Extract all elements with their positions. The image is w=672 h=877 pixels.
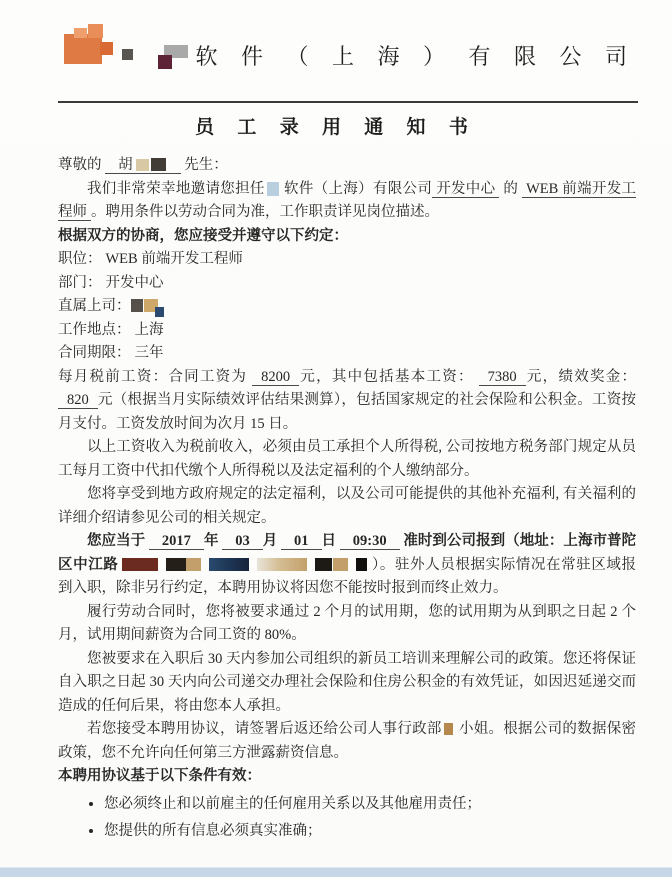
company-logo xyxy=(62,20,122,68)
redaction-block xyxy=(131,299,143,312)
logo-block xyxy=(88,24,103,38)
header-divider xyxy=(58,101,638,103)
department-underlined: 开发中心 xyxy=(432,181,499,198)
report-year-underlined: 2017 xyxy=(149,533,204,550)
redaction-block xyxy=(136,159,149,171)
report-day-underlined: 01 xyxy=(281,533,322,550)
probation-paragraph: 履行劳动合同时，您将被要求通过 2 个月的试用期，您的试用期为从到职之日起 2 个月，试用期间薪资为合同工资的 80%。 xyxy=(58,603,636,643)
report-time-underlined: 09:30 xyxy=(340,533,400,550)
salary-base-underlined: 7380 xyxy=(479,369,526,386)
greeting-line xyxy=(58,154,636,178)
redaction-block xyxy=(158,55,172,69)
recipient-name: 胡 xyxy=(105,157,181,174)
training-paragraph: 您被要求在入职后 30 天内参加公司组织的新员工培训来理解公司的政策。您还将保证自入职之日起 30 天内向公司递交办理社会保险和住房公积金的有效凭证，如因迟延递交而造成的任何后果，将由您本人承担。 xyxy=(58,650,636,714)
logo-block xyxy=(74,28,87,38)
redaction-block xyxy=(155,307,164,317)
document-body xyxy=(58,154,636,844)
acceptance-paragraph: 若您接受本聘用协议，请签署后返还给公司人事行政部 小姐。根据公司的数据保密政策，您不允许向任何第三方泄露薪资信息。 xyxy=(58,721,637,761)
welfare-paragraph: 您将享受到地方政府规定的法定福利，以及公司可能提供的其他补充福利, 有关福利的详细介绍请参见公司的相关规定。 xyxy=(58,486,636,526)
redaction-block xyxy=(166,558,186,571)
term-supervisor: 直属上司： xyxy=(58,295,636,319)
tax-paragraph: 以上工资收入为税前收入，必须由员工承担个人所得税, 公司按地方税务部门规定从员工每月工资中代扣代缴个人所得税以及法定福利的个人缴纳部分。 xyxy=(58,439,636,479)
company-name: 软 件 （ 上 海 ） 有 限 公 司 xyxy=(195,44,636,69)
salary-paragraph: 每月税前工资：合同工资为 8200 元，其中包括基本工资： 7380 元，绩效奖金： 820 元（根据当月实际绩效评估结果测算），包括国家规定的社会保险和公积金。工资按月支付。工资发放时间为次月 15 日。 xyxy=(58,368,637,432)
redaction-block xyxy=(444,723,453,735)
greeting-suffix: 先生： xyxy=(184,157,228,173)
redaction-block xyxy=(333,558,348,571)
condition-item: • 您必须终止和以前雇主的任何雇用关系以及其他雇用责任； xyxy=(104,793,636,817)
redaction-block xyxy=(257,558,307,571)
salary-bonus-underlined: 820 xyxy=(58,392,98,409)
intro-paragraph: 我们非常荣幸地邀请您担任 软件（上海）有限公司 开发中心 的 WEB 前端开发工程师 。聘用条件以劳动合同为准，工作职责详见岗位描述。 xyxy=(58,180,637,220)
company-name-redaction xyxy=(150,41,173,71)
agreement-heading: 根据双方的协商，您应接受并遵守以下约定： xyxy=(58,227,348,244)
page-title: 员 工 录 用 通 知 书 xyxy=(195,117,477,138)
report-month-underlined: 03 xyxy=(222,533,263,550)
condition-item: • 您提供的所有信息必须真实准确； xyxy=(104,820,636,844)
redaction-block xyxy=(122,558,158,571)
report-paragraph: 您应当于 2017 年 03 月 01 日 09:30 准时到公司报到（地址：上海市普陀区中江路 ）。驻外人员根据实际情况在常驻区域报到入职，除非另行约定，本聘用协议将因您不能按时报到而终止效力。 xyxy=(58,533,637,596)
greeting-prefix: 尊敬的 xyxy=(58,157,102,173)
term-department: 部门： 开发中心 xyxy=(58,274,164,291)
redaction-block xyxy=(356,558,367,571)
bottom-divider-band xyxy=(0,867,672,877)
logo-block xyxy=(64,34,102,64)
company-name-row xyxy=(150,40,636,71)
conditions-list xyxy=(58,793,636,844)
redaction-block xyxy=(209,558,249,571)
position-underlined: WEB 前端开发工程师 xyxy=(58,180,637,220)
term-location: 工作地点： 上海 xyxy=(58,321,164,338)
logo-block xyxy=(100,42,113,55)
redaction-block xyxy=(151,158,166,171)
redaction-block xyxy=(186,558,201,571)
conditions-heading: 本聘用协议基于以下条件有效： xyxy=(58,768,261,784)
term-position: 职位： WEB 前端开发工程师 xyxy=(58,251,243,267)
term-contract-period: 合同期限： 三年 xyxy=(58,345,164,361)
redaction-block xyxy=(122,49,133,60)
redaction-block xyxy=(315,558,332,571)
salary-total-underlined: 8200 xyxy=(252,369,299,386)
redaction-block xyxy=(267,182,279,196)
